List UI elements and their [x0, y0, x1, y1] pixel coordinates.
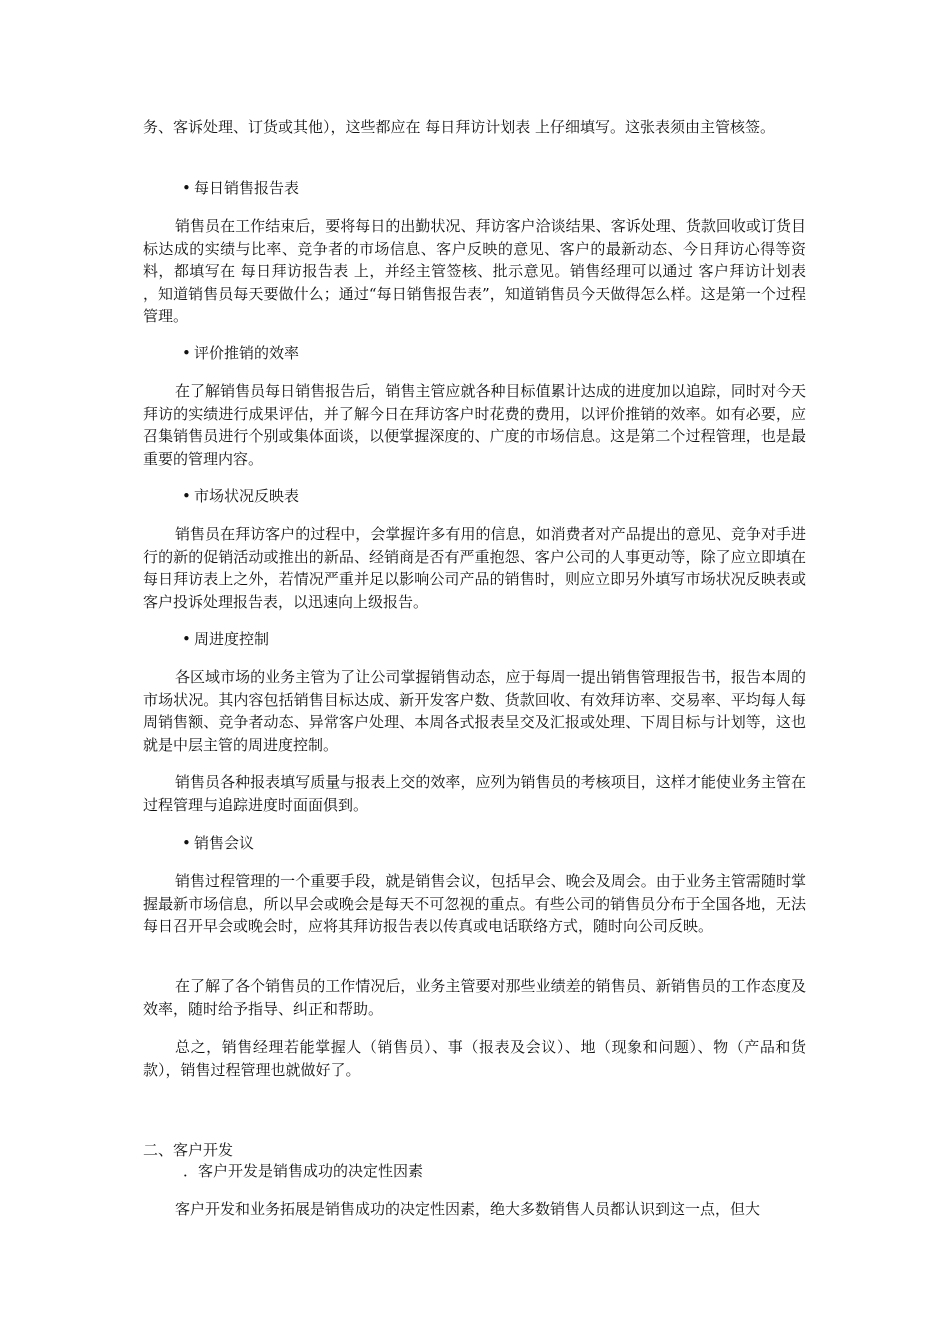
bullet-sales-meeting: [182, 832, 254, 854]
bullet-dot-icon: •: [182, 344, 191, 362]
paragraph-customer-development: 客户开发和业务拓展是销售成功的决定性因素，绝大多数销售人员都认识到这一点，但大: [175, 1200, 761, 1218]
bullet-dot-icon: •: [182, 630, 191, 648]
bullet-weekly-progress-control: [182, 628, 269, 650]
bullet-evaluate-efficiency: [182, 342, 299, 364]
bullet-dot-icon: •: [182, 179, 191, 197]
bullet-label: 销售会议: [194, 834, 255, 852]
bullet-label: 周进度控制: [194, 630, 270, 648]
bullet-label: 评价推销的效率: [194, 344, 300, 362]
paragraph-summary: 总之，销售经理若能掌握人（销售员）、事（报表及会议）、地（现象和问题）、物（产品和货款），销售过程管理也就做好了。: [143, 1038, 806, 1079]
intro-paragraph: 务、客诉处理、订货或其他），这些都应在 每日拜访计划表 上仔细填写。这张表须由主管核签。: [143, 118, 776, 136]
bullet-market-status-report: [182, 485, 299, 507]
bullet-daily-sales-report: [182, 177, 299, 199]
subsection-title: ．客户开发是销售成功的决定性因素: [183, 1162, 424, 1180]
bullet-dot-icon: •: [182, 487, 191, 505]
paragraph-daily-sales-report: 销售员在工作结束后，要将每日的出勤状况、拜访客户洽谈结果、客诉处理、货款回收或订货目标达成的实绩与比率、竞争者的市场信息、客户反映的意见、客户的最新动态、今日拜访心得等资料，都填写在 每日拜访报告表 上，并经主管签核、批示意见。销售经理可以通过 客户拜访计划表 ，知道销售员每天要做什么；通过“每日销售报告表”，知道销售员今天做得怎么样。这是第一个过程管理。: [143, 217, 806, 325]
bullet-dot-icon: •: [182, 834, 191, 852]
paragraph-guidance: 在了解了各个销售员的工作情况后，业务主管要对那些业绩差的销售员、新销售员的工作态度及效率，随时给予指导、纠正和帮助。: [143, 977, 806, 1018]
bullet-label: 市场状况反映表: [194, 487, 300, 505]
paragraph-market-status-report: 销售员在拜访客户的过程中，会掌握许多有用的信息，如消费者对产品提出的意见、竞争对手进行的新的促销活动或推出的新品、经销商是否有严重抱怨、客户公司的人事更动等，除了应立即填在每日拜访表上之外，若情况严重并足以影响公司产品的销售时，则应立即另外填写市场状况反映表或客户投诉处理报告表，以迅速向上级报告。: [143, 525, 806, 611]
paragraph-evaluate-efficiency: 在了解销售员每日销售报告后，销售主管应就各种目标值累计达成的进度加以追踪，同时对今天拜访的实绩进行成果评估，并了解今日在拜访客户时花费的费用，以评价推销的效率。如有必要，应召集销售员进行个别或集体面谈，以便掌握深度的、广度的市场信息。这是第二个过程管理，也是最重要的管理内容。: [143, 382, 806, 468]
bullet-label: 每日销售报告表: [194, 179, 300, 197]
paragraph-sales-meeting: 销售过程管理的一个重要手段，就是销售会议，包括早会、晚会及周会。由于业务主管需随时掌握最新市场信息，所以早会或晚会是每天不可忽视的重点。有些公司的销售员分布于全国各地，无法每日召开早会或晚会时，应将其拜访报告表以传真或电话联络方式，随时向公司反映。: [143, 872, 806, 935]
paragraph-report-quality: 销售员各种报表填写质量与报表上交的效率，应列为销售员的考核项目，这样才能使业务主管在过程管理与追踪进度时面面俱到。: [143, 773, 806, 814]
paragraph-weekly-progress-control: 各区域市场的业务主管为了让公司掌握销售动态，应于每周一提出销售管理报告书，报告本周的市场状况。其内容包括销售目标达成、新开发客户数、货款回收、有效拜访率、交易率、平均每人每周销售额、竞争者动态、异常客户处理、本周各式报表呈交及汇报或处理、下周目标与计划等，这也就是中层主管的周进度控制。: [143, 668, 806, 754]
section-title: 二、客户开发: [143, 1141, 234, 1159]
